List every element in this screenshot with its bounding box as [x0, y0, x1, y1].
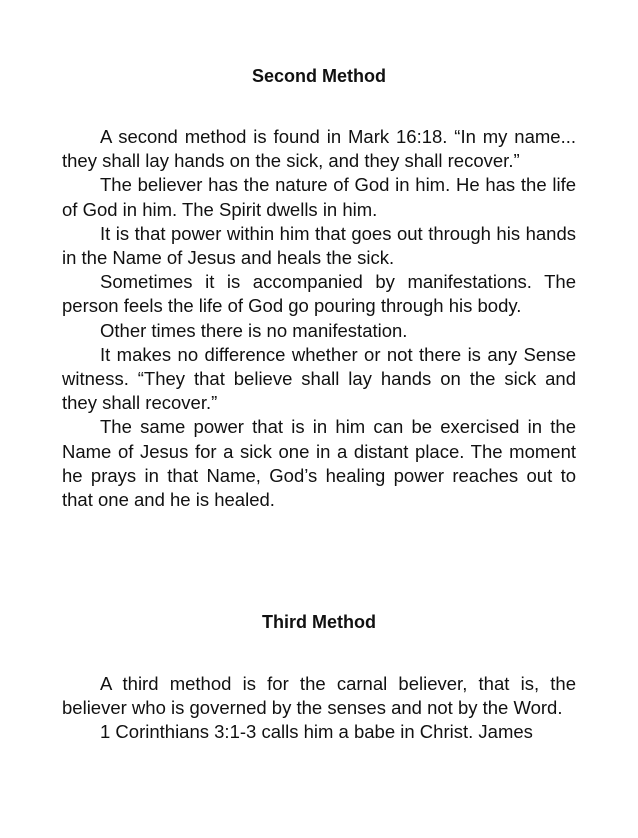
- paragraph: Sometimes it is accompanied by manifestations. The person feels the life of God go pouring through his body.: [62, 271, 576, 317]
- paragraph: The believer has the nature of God in him. He has the life of God in him. The Spirit dwells in him.: [62, 174, 576, 220]
- section-body-third-method: [62, 672, 576, 745]
- paragraph: It makes no difference whether or not there is any Sense witness. “They that believe shall lay hands on the sick and they shall recover.”: [62, 343, 576, 414]
- paragraph: A third method is for the carnal believer, that is, the believer who is governed by the senses and not by the Word.: [62, 673, 576, 719]
- section-heading-third-method: Third Method: [262, 612, 376, 632]
- section-heading-second-method: Second Method: [252, 66, 386, 86]
- paragraph: A second method is found in Mark 16:18. “In my name... they shall lay hands on the sick, and they shall recover.”: [62, 126, 576, 172]
- paragraph: Other times there is no manifestation.: [100, 319, 408, 341]
- paragraph: It is that power within him that goes out through his hands in the Name of Jesus and heals the sick.: [62, 222, 576, 269]
- paragraph: The same power that is in him can be exercised in the Name of Jesus for a sick one in a distant place. The moment he prays in that Name, God’s healing power reaches out to that one and he is healed.: [62, 416, 576, 511]
- section-body-second-method: [62, 125, 576, 512]
- paragraph: 1 Corinthians 3:1-3 calls him a babe in Christ. James: [100, 721, 533, 743]
